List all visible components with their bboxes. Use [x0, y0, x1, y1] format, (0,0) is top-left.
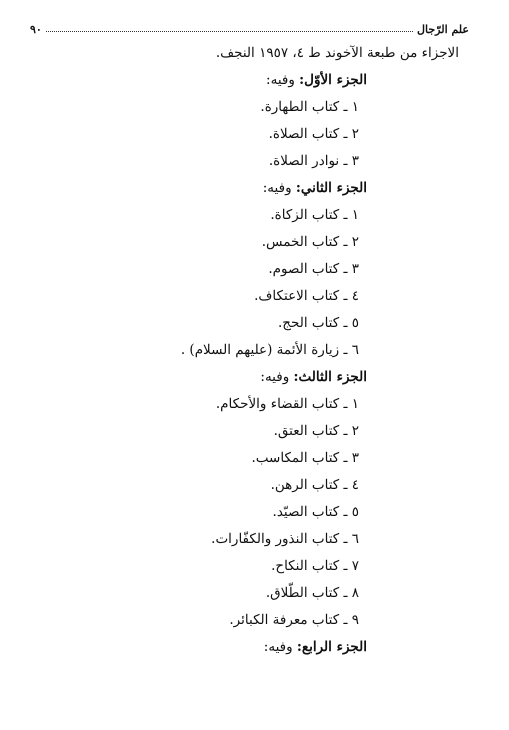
section-heading-label: الجزء الرابع: — [296, 639, 367, 655]
section-heading-label: الجزء الثاني: — [295, 180, 367, 196]
list-item: ٥ ـ كتاب الصيّد. — [272, 504, 359, 520]
section-heading — [40, 67, 459, 94]
section-heading-suffix: وفيه: — [260, 369, 294, 385]
page-number: ٩٠ — [30, 23, 42, 36]
section-heading-suffix: وفيه: — [263, 639, 297, 655]
list-item: ٢ ـ كتاب الصلاة. — [268, 126, 359, 142]
list-item: ٦ ـ كتاب النذور والكفّارات. — [211, 531, 359, 547]
list-item: ٦ ـ زيارة الأئمة (عليهم السلام) . — [180, 342, 359, 358]
list-item: ٥ ـ كتاب الحج. — [277, 315, 359, 331]
list-item: ٢ ـ كتاب الخمس. — [261, 234, 359, 250]
list-item: ١ ـ كتاب الطهارة. — [260, 99, 359, 115]
list-item: ١ ـ كتاب القضاء والأحكام. — [215, 396, 359, 412]
list-item: ٤ ـ كتاب الرهن. — [270, 477, 359, 493]
running-header — [30, 14, 469, 36]
section-heading — [40, 364, 459, 391]
list-item: ٤ ـ كتاب الاعتكاف. — [254, 288, 359, 304]
page-content — [40, 40, 459, 661]
list-item: ٧ ـ كتاب النكاح. — [271, 558, 359, 574]
list-item: ٨ ـ كتاب الطّلاق. — [265, 585, 359, 601]
section-heading — [40, 175, 459, 202]
section-heading — [40, 634, 459, 661]
list-item: ١ ـ كتاب الزكاة. — [270, 207, 359, 223]
section-heading-suffix: وفيه: — [266, 72, 300, 88]
list-item: ٣ ـ كتاب المكاسب. — [251, 450, 359, 466]
section-heading-label: الجزء الأوّل: — [299, 72, 367, 88]
list-item: ٣ ـ كتاب الصوم. — [268, 261, 359, 277]
list-item: ٣ ـ نوادر الصلاة. — [268, 153, 359, 169]
intro-line: الاجزاء من طبعة الآخوند ط ٤، ١٩٥٧ النجف. — [215, 45, 459, 61]
section-heading-label: الجزء الثالث: — [293, 369, 367, 385]
header-dot-leader — [46, 31, 413, 32]
section-heading-suffix: وفيه: — [262, 180, 296, 196]
list-item: ٩ ـ كتاب معرفة الكبائر. — [229, 612, 359, 628]
list-item: ٢ ـ كتاب العتق. — [273, 423, 359, 439]
header-title: علم الرّجال — [417, 23, 469, 36]
